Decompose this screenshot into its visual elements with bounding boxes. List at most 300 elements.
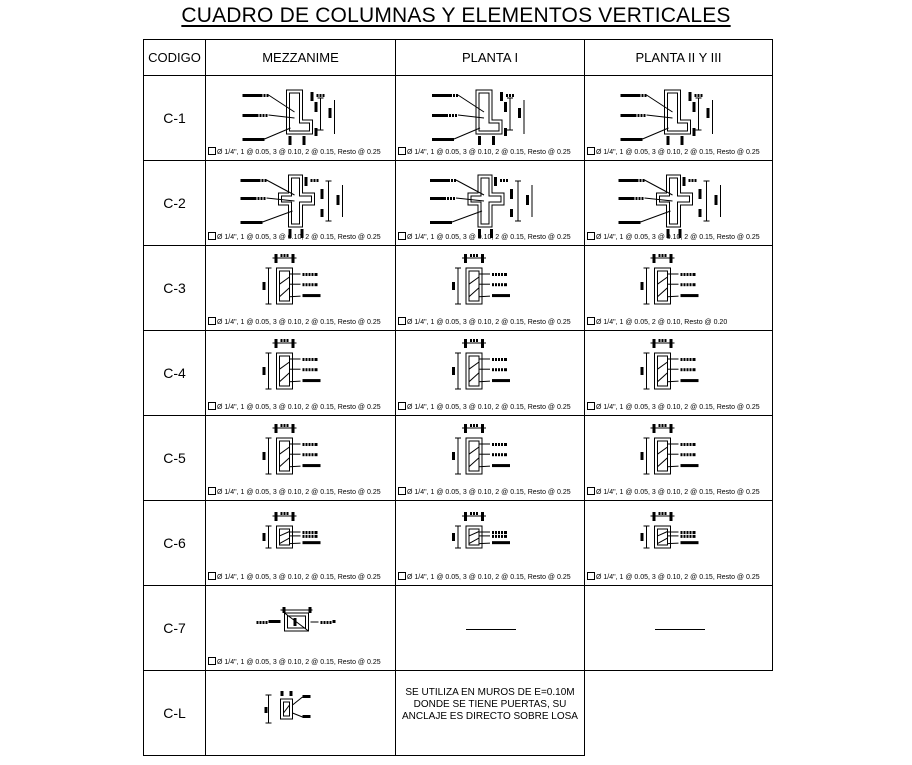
drawing-mark xyxy=(241,221,263,224)
drawing-mark xyxy=(501,273,503,276)
stirrup-spec: Ø 1/4", 1 @ 0.05, 3 @ 0.10, 2 @ 0.15, Resto @ 0.25 xyxy=(587,572,760,582)
drawing-mark xyxy=(469,538,479,544)
drawing-mark xyxy=(309,283,311,286)
drawing-mark xyxy=(303,294,321,297)
drawing-mark xyxy=(287,339,289,342)
row-code: C-2 xyxy=(144,161,206,246)
drawing-mark xyxy=(312,531,314,534)
drawing-mark xyxy=(681,464,699,467)
drawing-mark xyxy=(693,102,696,112)
drawing-mark xyxy=(498,535,500,538)
drawing-mark xyxy=(495,368,497,371)
drawing-mark xyxy=(681,379,699,382)
drawing-mark xyxy=(265,179,267,182)
drawing-mark xyxy=(501,453,503,456)
blank-cell xyxy=(585,671,773,756)
drawing-mark xyxy=(263,114,265,117)
drawing-mark xyxy=(681,273,683,276)
drawing-mark xyxy=(281,424,283,427)
drawing-mark xyxy=(659,512,661,515)
drawing-mark xyxy=(261,197,263,200)
drawing-mark xyxy=(269,620,281,623)
drawing-mark xyxy=(312,358,314,361)
drawing-mark xyxy=(641,367,644,375)
stirrup-spec: Ø 1/4", 1 @ 0.05, 3 @ 0.10, 2 @ 0.15, Resto @ 0.25 xyxy=(208,657,381,667)
drawing-mark xyxy=(303,535,305,538)
drawing-mark xyxy=(498,273,500,276)
section-drawing xyxy=(396,161,585,246)
drawing-mark xyxy=(643,179,645,182)
drawing-mark xyxy=(498,453,500,456)
drawing-mark xyxy=(690,535,692,538)
drawing-mark xyxy=(690,358,692,361)
drawing-mark xyxy=(280,447,290,454)
section-drawing xyxy=(206,331,396,416)
drawing-mark xyxy=(287,424,289,427)
drawing-mark xyxy=(303,695,311,698)
drawing-mark xyxy=(495,531,497,534)
drawing-mark xyxy=(255,197,257,200)
drawing-mark xyxy=(280,538,290,544)
section-drawing xyxy=(585,246,773,331)
section-drawing xyxy=(206,161,396,246)
drawing-mark xyxy=(510,209,513,217)
drawing-mark xyxy=(311,179,313,182)
drawing-mark xyxy=(681,535,683,538)
drawing-mark xyxy=(526,195,529,205)
drawing-mark xyxy=(280,277,290,284)
stirrup-spec: Ø 1/4", 1 @ 0.05, 3 @ 0.10, 2 @ 0.15, Resto @ 0.25 xyxy=(208,572,381,582)
section-drawing xyxy=(206,246,396,331)
drawing-mark xyxy=(683,177,686,186)
drawing-mark xyxy=(687,283,689,286)
drawing-mark xyxy=(430,197,444,200)
drawing-mark xyxy=(320,94,322,97)
drawing-mark xyxy=(321,621,323,624)
drawing-mark xyxy=(305,177,308,186)
drawing-mark xyxy=(315,102,318,112)
drawing-mark xyxy=(309,531,311,534)
drawing-mark xyxy=(645,94,647,97)
drawing-mark xyxy=(681,358,683,361)
drawing-mark xyxy=(662,254,664,257)
drawing-mark xyxy=(337,195,340,205)
stirrup-spec: Ø 1/4", 1 @ 0.05, 3 @ 0.10, 2 @ 0.15, Resto @ 0.25 xyxy=(398,317,571,327)
drawing-mark xyxy=(309,368,311,371)
drawing-mark xyxy=(498,368,500,371)
drawing-mark xyxy=(501,535,503,538)
drawing-mark xyxy=(451,179,453,182)
drawing-mark xyxy=(267,94,269,97)
drawing-mark xyxy=(306,283,308,286)
drawing-mark xyxy=(452,282,455,290)
drawing-mark xyxy=(478,136,481,145)
drawing-mark xyxy=(447,197,449,200)
drawing-mark xyxy=(687,453,689,456)
empty-cell xyxy=(585,586,773,671)
row-code: C-5 xyxy=(144,416,206,501)
drawing-mark xyxy=(287,512,289,515)
drawing-mark xyxy=(681,453,683,456)
table-title: CUADRO DE COLUMNAS Y ELEMENTOS VERTICALES xyxy=(181,4,731,27)
drawing-mark xyxy=(309,273,311,276)
drawing-mark xyxy=(501,368,503,371)
drawing-mark xyxy=(469,356,479,386)
drawing-mark xyxy=(693,453,696,456)
drawing-mark xyxy=(657,175,693,227)
drawing-mark xyxy=(479,466,490,467)
drawing-mark xyxy=(619,221,641,224)
drawing-mark xyxy=(466,268,482,304)
usage-note: SE UTILIZA EN MUROS DE E=0.10M DONDE SE TIENE PUERTAS, SU ANCLAJE ES DIRECTO SOBRE LOSA xyxy=(402,687,578,722)
drawing-mark xyxy=(647,95,673,112)
drawing-mark xyxy=(470,339,472,342)
drawing-mark xyxy=(473,512,475,515)
drawing-mark xyxy=(293,697,303,705)
table-row xyxy=(144,246,773,331)
drawing-mark xyxy=(504,102,507,112)
drawing-mark xyxy=(315,443,318,446)
drawing-mark xyxy=(665,424,667,427)
drawing-mark xyxy=(449,114,451,117)
drawing-mark xyxy=(290,296,301,297)
drawing-mark xyxy=(466,353,482,389)
drawing-mark xyxy=(456,94,458,97)
drawing-mark xyxy=(453,94,455,97)
drawing-mark xyxy=(658,288,668,297)
drawing-mark xyxy=(658,538,668,544)
drawing-mark xyxy=(668,381,679,382)
drawing-mark xyxy=(280,356,290,386)
drawing-mark xyxy=(315,531,318,534)
drawing-mark xyxy=(469,288,479,297)
drawing-mark xyxy=(306,273,308,276)
drawing-mark xyxy=(315,535,318,538)
drawing-mark xyxy=(699,189,702,199)
drawing-mark xyxy=(636,197,638,200)
drawing-mark xyxy=(306,368,308,371)
drawing-mark xyxy=(303,443,305,446)
drawing-mark xyxy=(690,368,692,371)
empty-cell xyxy=(396,586,585,671)
drawing-mark xyxy=(662,512,664,515)
drawing-mark xyxy=(695,179,697,182)
dash-line xyxy=(466,629,516,630)
drawing-mark xyxy=(504,273,507,276)
drawing-mark xyxy=(687,535,689,538)
drawing-mark xyxy=(303,531,305,534)
drawing-mark xyxy=(269,115,295,118)
drawing-mark xyxy=(495,273,497,276)
drawing-mark xyxy=(315,128,318,136)
drawing-mark xyxy=(453,197,455,200)
header-row xyxy=(144,40,773,76)
drawing-mark xyxy=(707,108,710,118)
header-planta-2-3: PLANTA II Y III xyxy=(585,40,773,76)
drawing-mark xyxy=(659,424,661,427)
drawing-mark xyxy=(469,373,479,382)
table-row xyxy=(144,671,773,756)
drawing-mark xyxy=(333,620,336,623)
drawing-mark xyxy=(261,94,263,97)
drawing-mark xyxy=(684,443,686,446)
drawing-mark xyxy=(284,254,286,257)
drawing-mark xyxy=(432,94,450,97)
section-drawing xyxy=(585,161,773,246)
drawing-mark xyxy=(693,128,696,136)
drawing-mark xyxy=(303,358,305,361)
drawing-mark xyxy=(476,254,478,257)
drawing-mark xyxy=(267,198,295,201)
drawing-mark xyxy=(681,294,699,297)
drawing-mark xyxy=(668,466,679,467)
drawing-mark xyxy=(647,115,673,118)
drawing-mark xyxy=(469,271,479,301)
drawing-mark xyxy=(277,438,293,474)
drawing-mark xyxy=(687,358,689,361)
drawing-mark xyxy=(315,273,318,276)
drawing-mark xyxy=(327,621,329,624)
drawing-mark xyxy=(280,271,290,301)
drawing-mark xyxy=(619,179,637,182)
drawing-mark xyxy=(280,532,290,536)
stirrup-spec: Ø 1/4", 1 @ 0.05, 3 @ 0.10, 2 @ 0.15, Resto @ 0.25 xyxy=(208,147,381,157)
drawing-mark xyxy=(681,283,683,286)
drawing-mark xyxy=(260,114,262,117)
drawing-mark xyxy=(452,452,455,460)
section-drawing xyxy=(396,331,585,416)
section-drawing xyxy=(206,76,396,161)
drawing-mark xyxy=(446,114,448,117)
stirrup-spec: Ø 1/4", 1 @ 0.05, 3 @ 0.10, 2 @ 0.15, Resto @ 0.25 xyxy=(208,317,381,327)
drawing-mark xyxy=(263,367,266,375)
drawing-mark xyxy=(687,368,689,371)
drawing-mark xyxy=(266,114,268,117)
drawing-mark xyxy=(309,358,311,361)
drawing-mark xyxy=(658,441,668,471)
drawing-mark xyxy=(504,358,507,361)
drawing-mark xyxy=(684,453,686,456)
row-code: C-4 xyxy=(144,331,206,416)
drawing-mark xyxy=(681,136,684,145)
drawing-mark xyxy=(281,254,283,257)
drawing-mark xyxy=(469,362,479,369)
drawing-mark xyxy=(321,189,324,199)
drawing-mark xyxy=(492,358,494,361)
drawing-mark xyxy=(257,621,259,624)
drawing-mark xyxy=(495,535,497,538)
stirrup-spec: Ø 1/4", 1 @ 0.05, 3 @ 0.10, 2 @ 0.15, Resto @ 0.25 xyxy=(208,402,381,412)
table-row xyxy=(144,586,773,671)
drawing-mark xyxy=(642,94,644,97)
drawing-mark xyxy=(280,458,290,467)
stirrup-spec: Ø 1/4", 1 @ 0.05, 3 @ 0.10, 2 @ 0.15, Resto @ 0.25 xyxy=(398,572,571,582)
drawing-mark xyxy=(665,339,667,342)
header-codigo: CODIGO xyxy=(144,40,206,76)
drawing-mark xyxy=(641,282,644,290)
drawing-mark xyxy=(317,179,319,182)
drawing-mark xyxy=(687,531,689,534)
drawing-mark xyxy=(495,443,497,446)
drawing-mark xyxy=(498,283,500,286)
drawing-mark xyxy=(469,532,479,536)
drawing-mark xyxy=(315,453,318,456)
drawing-mark xyxy=(479,93,499,131)
drawing-mark xyxy=(306,443,308,446)
drawing-mark xyxy=(479,296,490,297)
drawing-mark xyxy=(452,533,455,541)
drawing-mark xyxy=(430,221,452,224)
drawing-mark xyxy=(279,175,315,227)
drawing-mark xyxy=(469,277,479,284)
table-row xyxy=(144,416,773,501)
drawing-mark xyxy=(658,271,668,301)
section-drawing xyxy=(206,416,396,501)
drawing-mark xyxy=(303,541,321,544)
drawing-mark xyxy=(473,339,475,342)
drawing-mark xyxy=(687,273,689,276)
stirrup-spec: Ø 1/4", 1 @ 0.05, 3 @ 0.10, 2 @ 0.15, Resto @ 0.25 xyxy=(587,147,760,157)
drawing-mark xyxy=(655,438,671,474)
header-planta-1: PLANTA I xyxy=(396,40,585,76)
drawing-mark xyxy=(501,443,503,446)
drawing-mark xyxy=(641,452,644,460)
drawing-mark xyxy=(312,283,314,286)
stirrup-spec: Ø 1/4", 1 @ 0.05, 3 @ 0.10, 2 @ 0.15, Resto @ 0.25 xyxy=(398,487,571,497)
drawing-mark xyxy=(681,368,683,371)
drawing-mark xyxy=(309,443,311,446)
drawing-mark xyxy=(290,466,301,467)
drawing-mark xyxy=(269,95,295,112)
drawing-mark xyxy=(306,531,308,534)
drawing-mark xyxy=(658,373,668,382)
drawing-mark xyxy=(312,368,314,371)
drawing-mark xyxy=(492,464,510,467)
drawing-mark xyxy=(476,424,478,427)
note-cell xyxy=(396,671,585,756)
drawing-mark xyxy=(303,464,321,467)
dash-line xyxy=(655,629,705,630)
table-row xyxy=(144,501,773,586)
drawing-mark xyxy=(681,541,699,544)
drawing-mark xyxy=(492,283,494,286)
drawing-mark xyxy=(635,114,637,117)
row-code: C-1 xyxy=(144,76,206,161)
drawing-mark xyxy=(280,288,290,297)
stirrup-spec: Ø 1/4", 1 @ 0.05, 2 @ 0.10, Resto @ 0.20 xyxy=(587,317,727,327)
drawing-mark xyxy=(642,197,644,200)
drawing-mark xyxy=(476,512,478,515)
drawing-mark xyxy=(693,273,696,276)
drawing-mark xyxy=(689,92,692,101)
drawing-mark xyxy=(306,535,308,538)
drawing-mark xyxy=(689,179,691,182)
drawing-mark xyxy=(306,453,308,456)
drawing-mark xyxy=(303,136,306,145)
drawing-mark xyxy=(692,179,694,182)
drawing-mark xyxy=(641,533,644,541)
drawing-mark xyxy=(257,114,259,117)
drawing-mark xyxy=(303,379,321,382)
section-drawing xyxy=(585,331,773,416)
drawing-mark xyxy=(492,443,494,446)
drawing-mark xyxy=(309,453,311,456)
table-row xyxy=(144,161,773,246)
drawing-mark xyxy=(495,453,497,456)
drawing-mark xyxy=(260,621,262,624)
drawing-mark xyxy=(693,443,696,446)
drawing-mark xyxy=(263,452,266,460)
drawing-mark xyxy=(504,443,507,446)
drawing-mark xyxy=(658,458,668,467)
drawing-mark xyxy=(621,138,643,141)
stirrup-spec: Ø 1/4", 1 @ 0.05, 3 @ 0.10, 2 @ 0.15, Resto @ 0.25 xyxy=(587,487,760,497)
drawing-mark xyxy=(681,531,683,534)
drawing-mark xyxy=(687,443,689,446)
drawing-mark xyxy=(280,441,290,471)
drawing-mark xyxy=(492,453,494,456)
drawing-mark xyxy=(306,358,308,361)
drawing-mark xyxy=(640,179,642,182)
drawing-mark xyxy=(469,447,479,454)
section-drawing xyxy=(396,416,585,501)
drawing-mark xyxy=(495,358,497,361)
drawing-mark xyxy=(504,368,507,371)
drawing-mark xyxy=(503,179,505,182)
drawing-mark xyxy=(638,114,640,117)
section-drawing xyxy=(585,76,773,161)
drawing-mark xyxy=(450,94,452,97)
drawing-mark xyxy=(432,114,446,117)
drawing-mark xyxy=(501,283,503,286)
section-drawing xyxy=(396,501,585,586)
drawing-mark xyxy=(452,367,455,375)
drawing-mark xyxy=(312,535,314,538)
drawing-mark xyxy=(619,197,633,200)
drawing-mark xyxy=(473,254,475,257)
drawing-mark xyxy=(701,94,703,97)
drawing-mark xyxy=(287,254,289,257)
drawing-mark xyxy=(504,283,507,286)
drawing-mark xyxy=(458,95,484,112)
drawing-mark xyxy=(452,114,454,117)
drawing-mark xyxy=(639,94,641,97)
drawing-mark xyxy=(639,197,641,200)
drawing-mark xyxy=(281,339,283,342)
drawing-mark xyxy=(289,136,292,145)
drawing-mark xyxy=(684,535,686,538)
drawing-mark xyxy=(665,254,667,257)
drawing-mark xyxy=(262,179,264,182)
drawing-mark xyxy=(501,531,503,534)
drawing-mark xyxy=(454,179,456,182)
drawing-mark xyxy=(690,453,692,456)
drawing-mark xyxy=(277,353,293,389)
drawing-mark xyxy=(668,93,688,131)
stirrup-spec: Ø 1/4", 1 @ 0.05, 3 @ 0.10, 2 @ 0.15, Resto @ 0.25 xyxy=(208,232,381,242)
drawing-mark xyxy=(684,283,686,286)
drawing-mark xyxy=(492,379,510,382)
stirrup-spec: Ø 1/4", 1 @ 0.05, 3 @ 0.10, 2 @ 0.15, Resto @ 0.25 xyxy=(587,232,760,242)
drawing-mark xyxy=(693,368,696,371)
drawing-mark xyxy=(321,209,324,217)
drawing-mark xyxy=(506,94,508,97)
drawing-mark xyxy=(645,198,673,201)
drawing-mark xyxy=(330,621,332,624)
drawing-mark xyxy=(659,254,661,257)
drawing-mark xyxy=(284,705,290,713)
drawing-mark xyxy=(681,443,683,446)
